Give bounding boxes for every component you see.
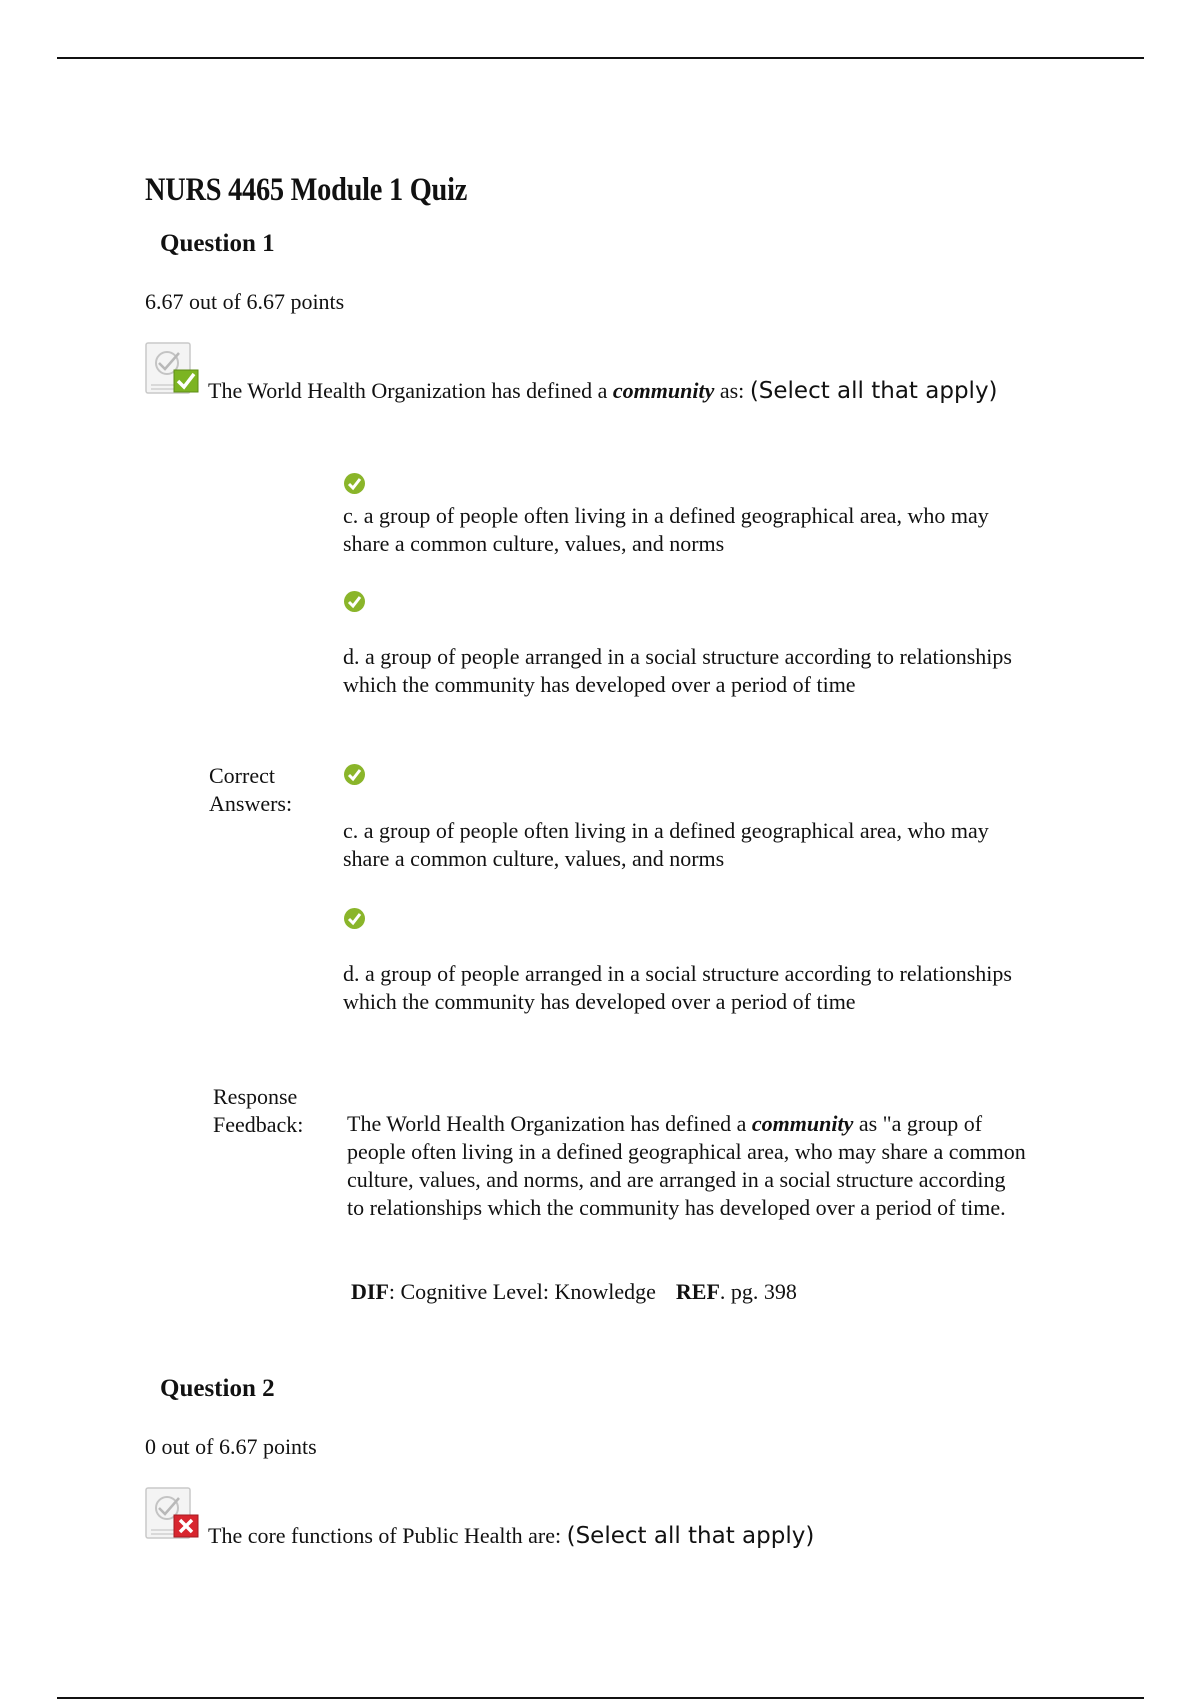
question-2-prompt <box>145 1522 1045 1550</box>
selected-answer-d: d. a group of people arranged in a social structure according to relationships which the community has developed over a period of time <box>343 644 1012 697</box>
question-2-points: 0 out of 6.67 points <box>145 1434 317 1459</box>
question-1-prompt-text: The World Health Organization has defined a <box>208 378 613 403</box>
question-2-heading: Question 2 <box>160 1375 275 1402</box>
top-rule <box>57 57 1144 59</box>
correct-answer-c: c. a group of people often living in a defined geographical area, who may share a common culture, values, and norms <box>343 818 989 871</box>
question-1-points: 6.67 out of 6.67 points <box>145 289 345 314</box>
answer-correct-icon <box>344 908 365 929</box>
feedback-text-after: as "a group of people often living in a defined geographical area, who may share a common culture, values, and norms, and are arranged in a social structure according to relationships which the community has developed over a period of time. <box>347 1111 1026 1220</box>
bottom-rule <box>57 1697 1144 1699</box>
question-1-heading: Question 1 <box>160 230 275 257</box>
answer-correct-icon <box>344 473 365 494</box>
correct-check-icon <box>145 341 200 404</box>
answer-correct-icon <box>344 764 365 785</box>
feedback-emphasis: community <box>751 1111 854 1136</box>
selected-answer-c: c. a group of people often living in a defined geographical area, who may share a common culture, values, and norms <box>343 503 989 556</box>
question-2-instruction: (Select all that apply) <box>566 1523 815 1549</box>
answer-correct-icon <box>344 591 365 612</box>
response-feedback-label: Response Feedback: <box>213 1084 304 1137</box>
correct-answers-label: Correct Answers: <box>209 763 293 816</box>
difficulty-reference <box>351 1279 797 1305</box>
question-1-prompt <box>145 377 1045 405</box>
response-feedback-text <box>347 1110 1027 1222</box>
correct-answer-d: d. a group of people arranged in a social structure according to relationships which the community has developed over a period of time <box>343 961 1012 1014</box>
feedback-text-before: The World Health Organization has defined a <box>347 1111 752 1136</box>
question-2-prompt-text: The core functions of Public Health are: <box>208 1523 567 1548</box>
question-1-instruction: (Select all that apply) <box>749 378 998 404</box>
ref-value: . pg. 398 <box>719 1279 797 1304</box>
dif-label: DIF <box>351 1279 389 1304</box>
ref-label: REF <box>675 1279 720 1304</box>
page-title: NURS 4465 Module 1 Quiz <box>145 172 468 208</box>
dif-value: : Cognitive Level: Knowledge <box>388 1279 656 1304</box>
incorrect-x-icon <box>145 1486 200 1549</box>
question-1-prompt-emphasis: community <box>612 378 715 403</box>
question-1-prompt-after: as: <box>714 378 750 403</box>
